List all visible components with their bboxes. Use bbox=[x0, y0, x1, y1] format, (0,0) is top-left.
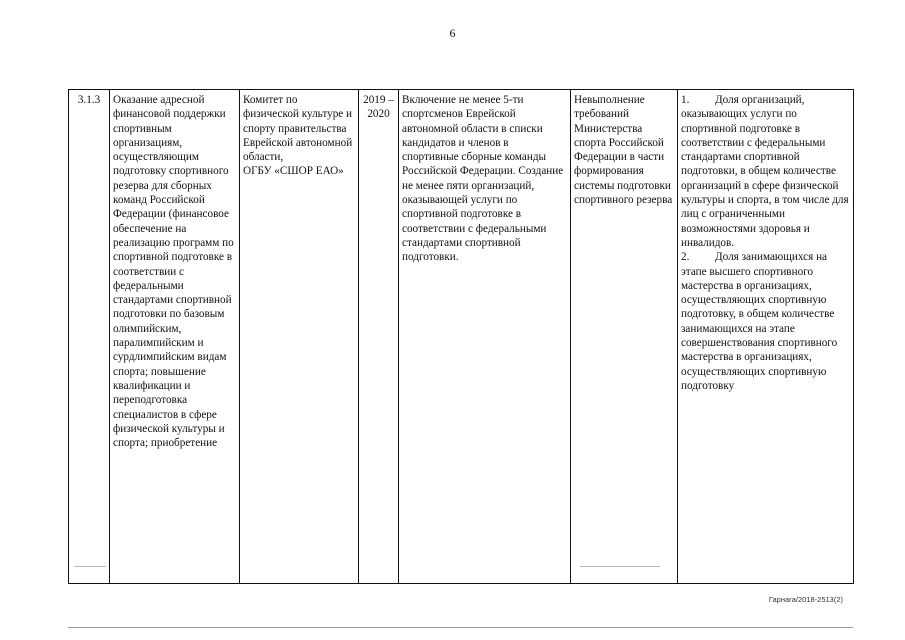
indicator-number: 1. bbox=[681, 94, 690, 106]
period-cell bbox=[359, 90, 399, 584]
indicator-number: 2. bbox=[681, 251, 690, 264]
indicators-cell bbox=[678, 90, 854, 584]
bottom-rule bbox=[68, 627, 853, 628]
table-row bbox=[69, 90, 854, 584]
consequences-cell bbox=[571, 90, 678, 584]
indicator-text: Доля организаций, оказывающих услуги по спортивной подготовке в соответствии с федеральными стандартами спортивной подготовки, в общем количестве организаций в сфере физической культуры и спорта, в том числе для лиц с ограниченными возможностями здоровья и инвалидов. bbox=[681, 94, 849, 249]
consequences-text: Невыполнение требований Министерства спорта Российской Федерации в части формирования системы подготовки спортивного резерва bbox=[574, 94, 673, 207]
row-number: 3.1.3 bbox=[77, 94, 101, 106]
indicator-item bbox=[681, 93, 850, 250]
scan-artifact bbox=[74, 566, 106, 567]
period-text: 2019 – 2020 bbox=[363, 94, 394, 121]
scan-artifact bbox=[580, 566, 660, 567]
result-cell bbox=[399, 90, 571, 584]
document-code: Гарнага/2018-2513(2) bbox=[768, 595, 843, 604]
measure-text: Оказание адресной финансовой поддержки спортивным организациям, осуществляющим подготовку спортивного резерва для сборных команд Российской Федерации (финансовое обеспечение на реализацию программ по спортивной подготовке в соответствии с федеральными стандартами спортивной подготовки по базовым олимпийским, паралимпийским и сурдлимпийским видам спорта; повышение квалификации и переподготовка специалистов в сфере физической культуры и спорта; приобретение bbox=[113, 94, 234, 450]
result-text: Включение не менее 5-ти спортсменов Еврейской автономной области в списки кандидатов и членов в спортивные сборные команды Российской Федерации. Создание не менее пяти организаций, оказывающей услуги по спортивной подготовке в соответствии с федеральными стандартами спортивной подготовки. bbox=[402, 94, 564, 264]
program-table bbox=[68, 89, 854, 584]
executor-cell bbox=[240, 90, 359, 584]
executor-org: ОГБУ «СШОР ЕАО» bbox=[243, 165, 344, 178]
row-number-cell bbox=[69, 90, 110, 584]
page-number: 6 bbox=[449, 26, 456, 40]
measure-cell bbox=[110, 90, 240, 584]
indicator-item bbox=[681, 250, 850, 393]
executor-text: Комитет по физической культуре и спорту правительства Еврейской автономной области, bbox=[243, 94, 353, 164]
indicator-text: Доля занимающихся на этапе высшего спортивного мастерства в организациях, осуществляющих спортивную подготовку, в общем количестве занимающихся на этапе совершенствования спортивного мастерства в организациях, осуществляющих спортивную подготовку bbox=[681, 251, 838, 392]
